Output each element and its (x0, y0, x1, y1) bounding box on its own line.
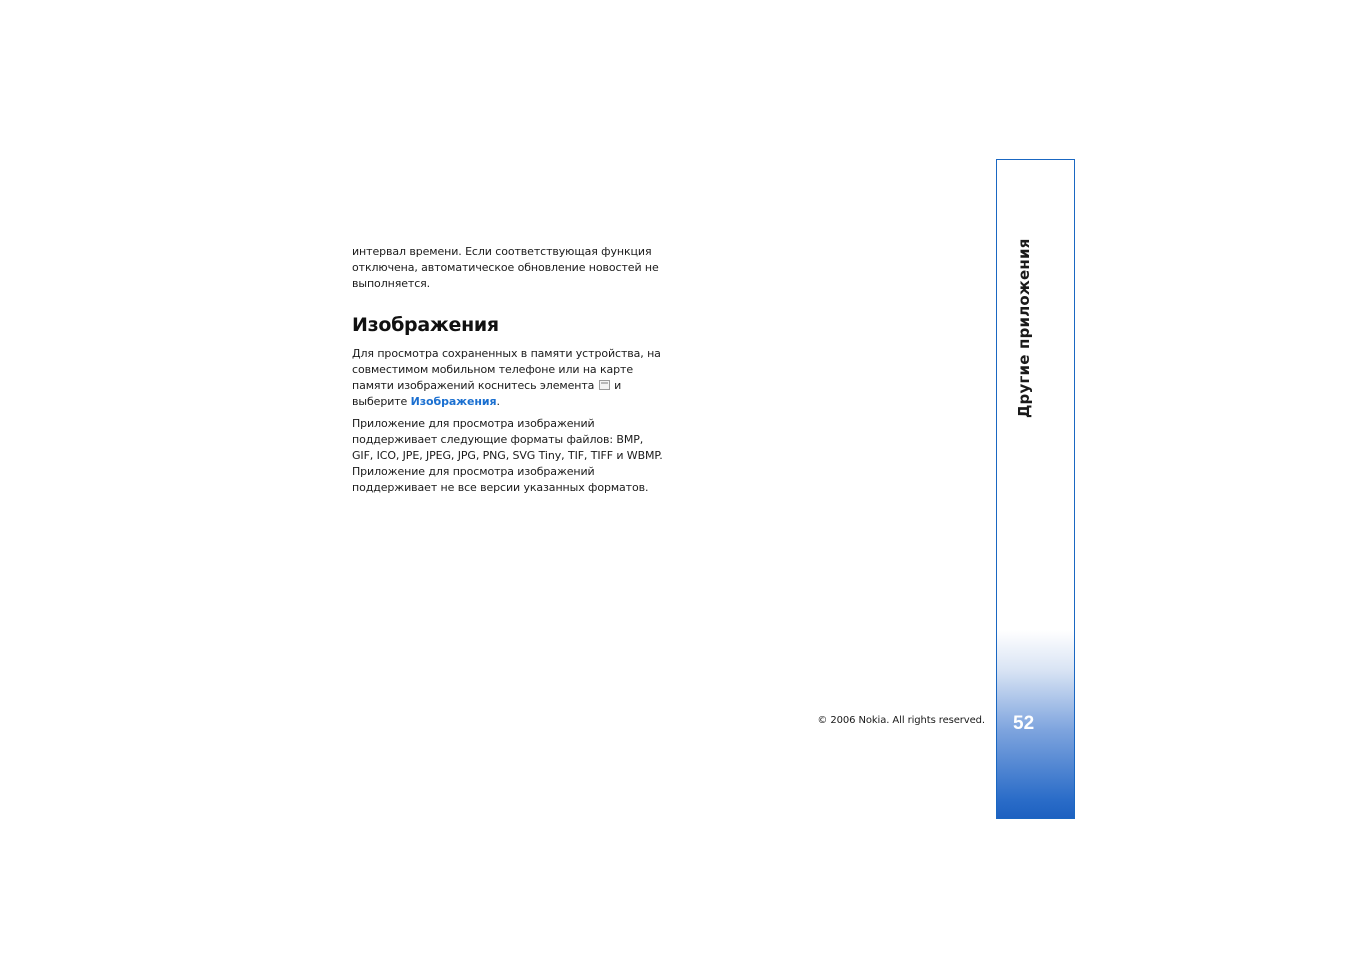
images-menu-item: Изображения (410, 395, 497, 408)
images-paragraph-1 (352, 346, 664, 410)
text-column (352, 244, 664, 496)
images-paragraph-1-text: Для просмотра сохраненных в памяти устройства, на совместимом мобильном телефоне или на карте памяти изображений коснитесь элемента (352, 347, 661, 392)
copyright-notice: © 2006 Nokia. All rights reserved. (817, 715, 985, 726)
images-paragraph-1-text-2: и выберите (352, 379, 622, 408)
images-app-icon (599, 380, 610, 390)
chapter-side-tab (996, 159, 1075, 819)
images-paragraph-1-end: . (496, 395, 500, 408)
images-paragraph-2: Приложение для просмотра изображений поддерживает следующие форматы файлов: BMP, GIF, ICO, JPE, JPEG, JPG, PNG, SVG Tiny, TIF, TIFF и WBMP. Приложение для просмотра изображений поддерживает не все версии указанных форматов. (352, 417, 663, 494)
page-number: 52 (1013, 713, 1035, 734)
intro-paragraph: интервал времени. Если соответствующая функция отключена, автоматическое обновление новостей не выполняется. (352, 245, 659, 290)
section-heading: Изображения (352, 314, 499, 336)
chapter-title: Другие приложения (1015, 238, 1033, 418)
